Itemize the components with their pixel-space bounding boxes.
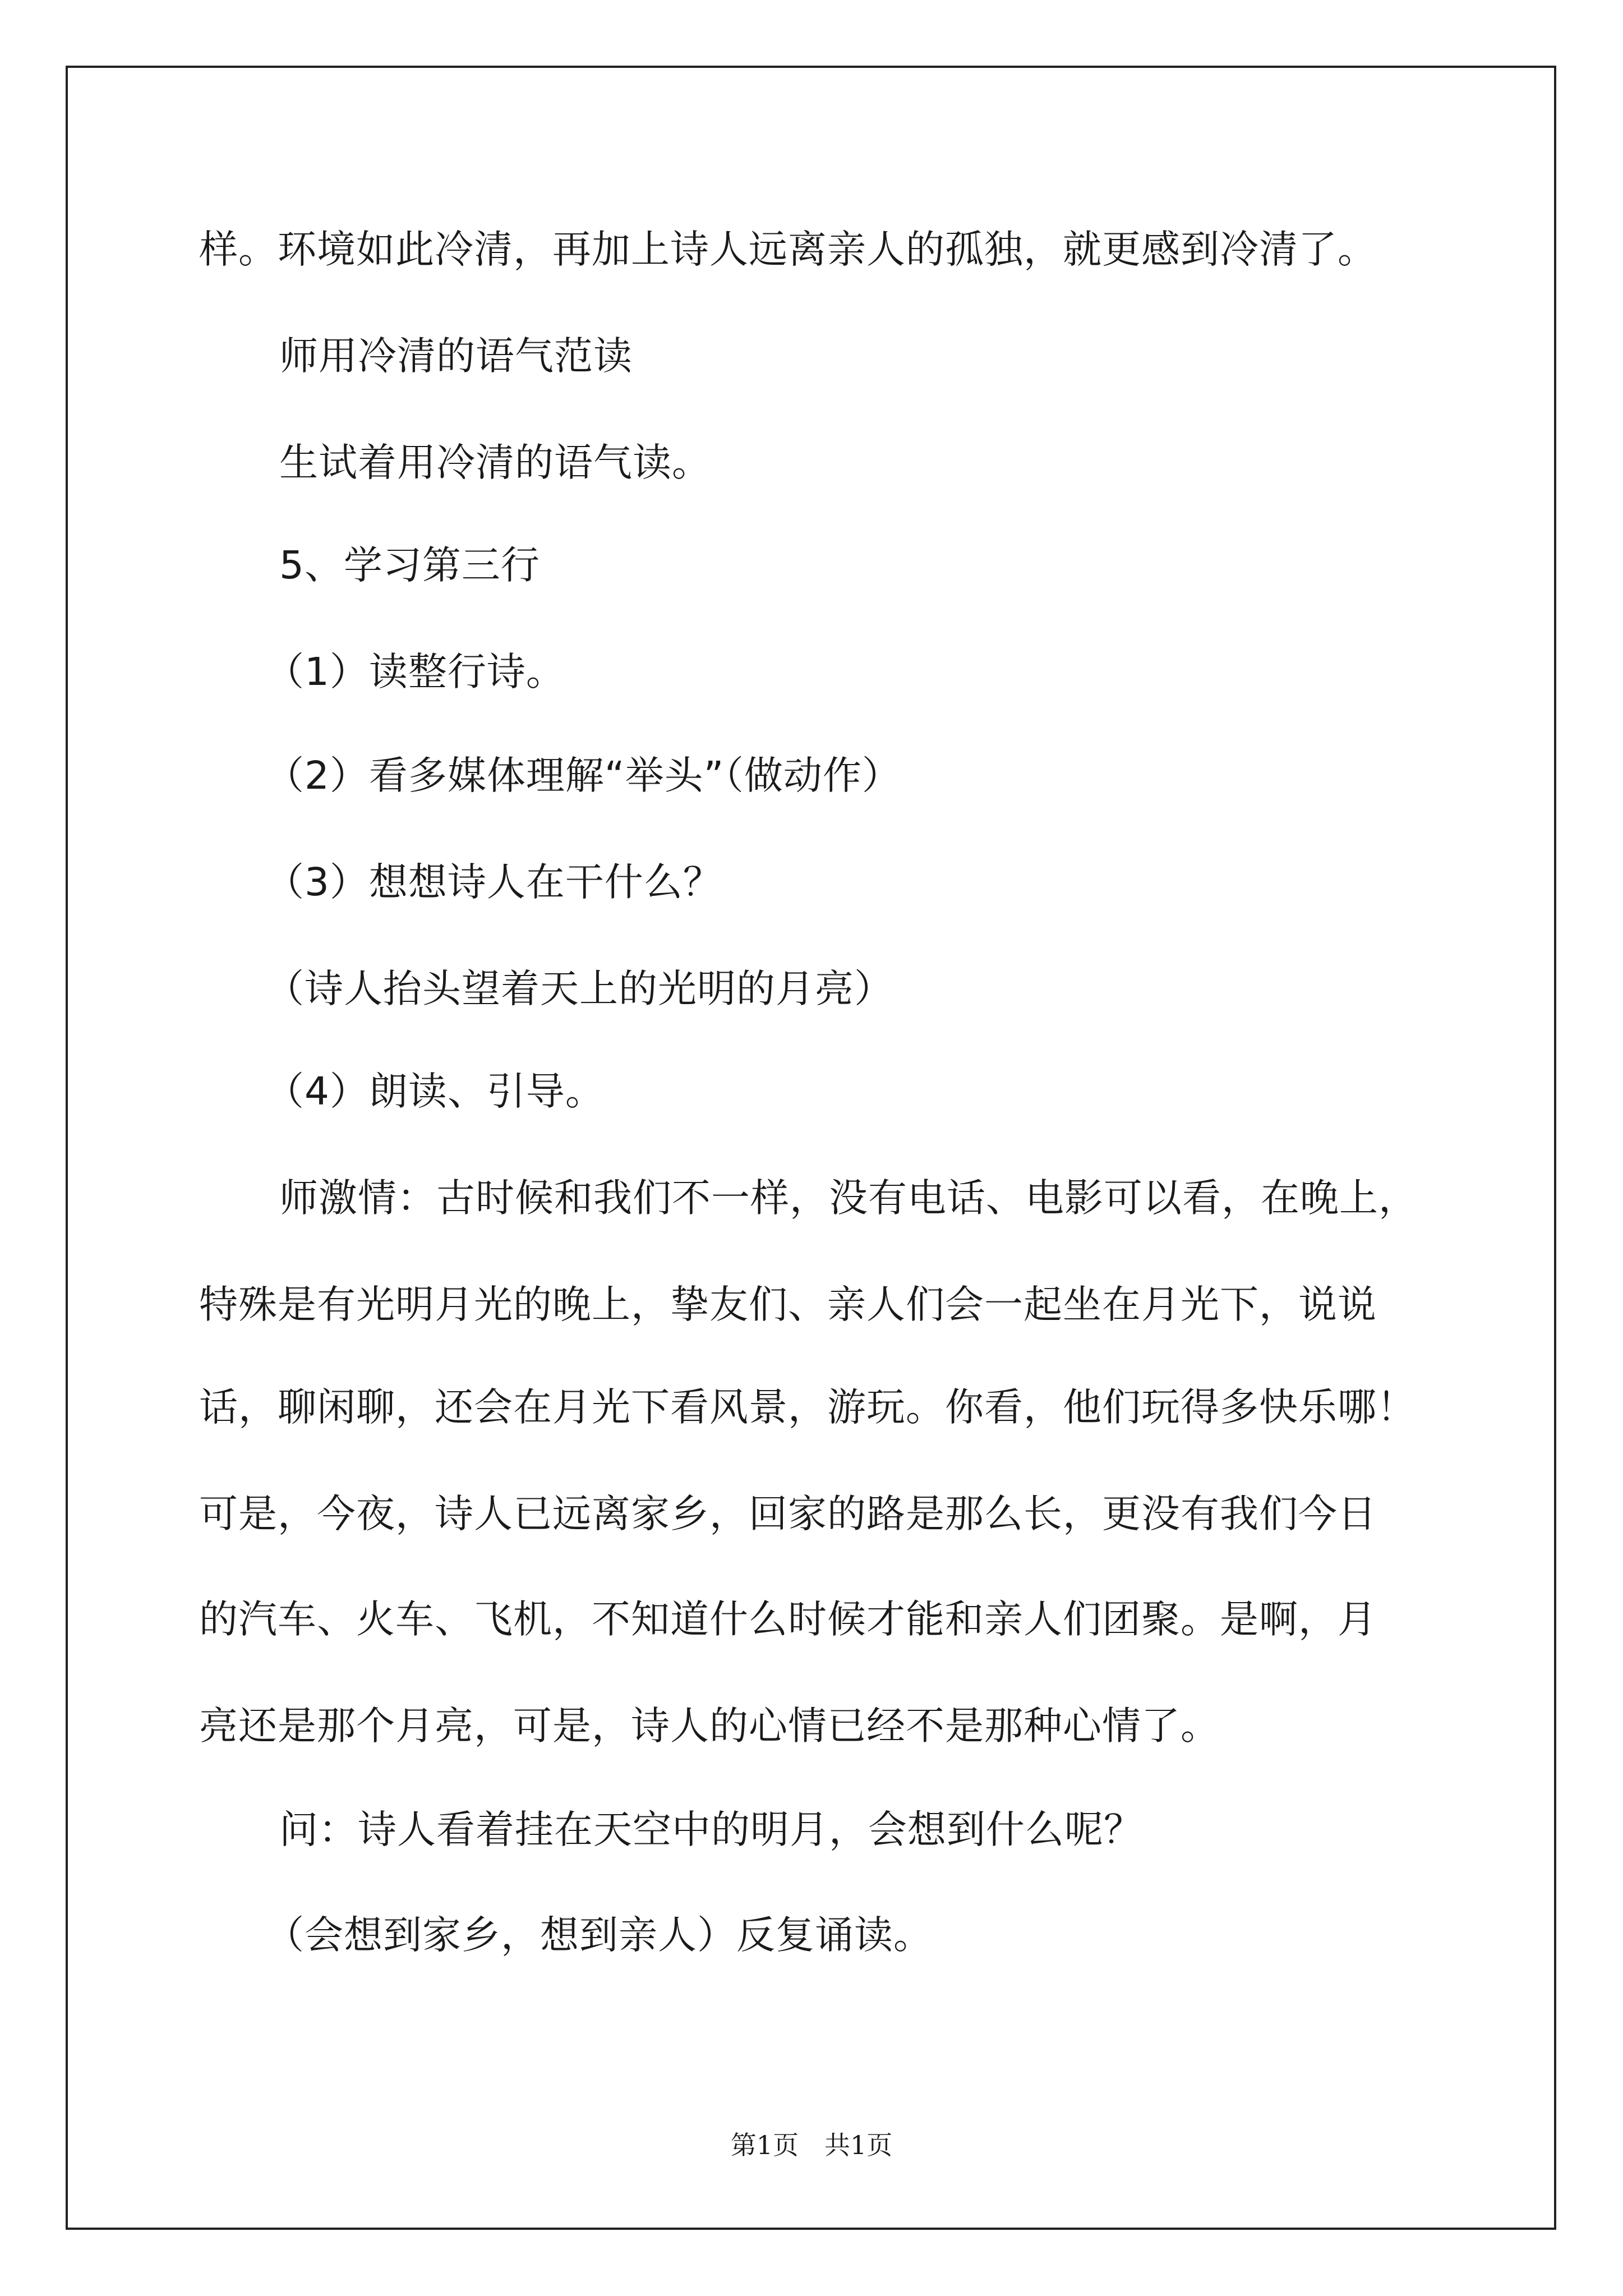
paragraph-line: 问：诗人看着挂在天空中的明月，会想到什么呢？	[279, 1807, 1143, 1852]
paragraph-line: 师激情：古时候和我们不一样，没有电话、电影可以看，在晚上，	[279, 1176, 1418, 1221]
paragraph-line: 生试着用冷清的语气读。	[279, 440, 711, 485]
page-number-footer: 第1页 共1页	[730, 2130, 893, 2160]
paragraph-line: 话，聊闲聊，还会在月光下看风景，游玩。你看，他们玩得多快乐哪！	[199, 1385, 1416, 1430]
paragraph-line: （2）看多媒体理解“举头”（做动作）	[265, 753, 901, 798]
page-border	[66, 66, 1556, 2230]
paragraph-line: 样。环境如此冷清，再加上诗人远离亲人的孤独，就更感到冷清了。	[199, 227, 1377, 272]
paragraph-line: 可是，今夜，诗人已远离家乡，回家的路是那么长，更没有我们今日	[199, 1492, 1377, 1536]
paragraph-line: 的汽车、火车、飞机，不知道什么时候才能和亲人们团聚。是啊，月	[199, 1597, 1377, 1642]
paragraph-line: （诗人抬头望着天上的光明的月亮）	[265, 967, 893, 1011]
paragraph-line: 亮还是那个月亮，可是，诗人的心情已经不是那种心情了。	[199, 1704, 1220, 1749]
paragraph-line: 特殊是有光明月光的晚上，挚友们、亲人们会一起坐在月光下，说说	[199, 1282, 1377, 1327]
paragraph-line: （3）想想诗人在干什么？	[265, 860, 722, 905]
paragraph-line: （4）朗读、引导。	[265, 1069, 605, 1114]
paragraph-line: （会想到家乡，想到亲人）反复诵读。	[265, 1913, 933, 1958]
section-heading: 5、学习第三行	[279, 543, 540, 588]
paragraph-line: 师用冷清的语气范读	[279, 334, 633, 379]
paragraph-line: （1）读整行诗。	[265, 650, 565, 694]
